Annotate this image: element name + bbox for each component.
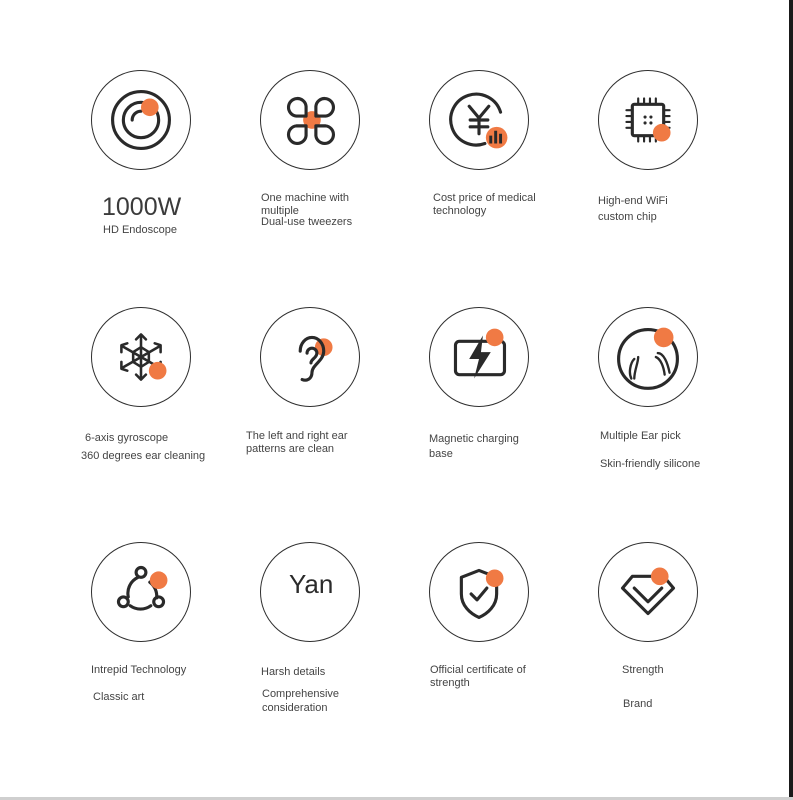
ear-icon [260,307,360,407]
diamond-v-icon [598,542,698,642]
feature-title-charge: Magnetic charging base [429,433,519,460]
feature-subtitle-chip: custom chip [598,211,657,223]
feature-title-cert: Official certificate of strength [430,664,526,689]
right-border [789,0,793,800]
share-nodes-icon [91,542,191,642]
feature-title-cost: Cost price of medical technology [433,192,536,217]
feature-title-tech: Intrepid Technology [91,664,187,676]
camera-lens-icon [91,70,191,170]
feature-subtitle-endoscope: HD Endoscope [103,224,177,236]
feature-title-endoscope: 1000W [102,193,182,221]
feature-title-yan: Harsh details [261,666,326,678]
feature-subtitle-brand: Brand [623,698,653,710]
ear-pick-icon [598,307,698,407]
yen-coin-icon [429,70,529,170]
chip-icon [598,70,698,170]
snowflake-arrows-icon [91,307,191,407]
feature-subtitle-tech: Classic art [93,691,145,703]
feature-title-gyro: 6-axis gyroscope [85,432,169,444]
feature-subtitle-yan: Comprehensive consideration [262,688,340,714]
lightning-battery-icon [429,307,529,407]
feature-subtitle-multi: Dual-use tweezers [261,216,353,228]
feature-title-multi: One machine with multiple [261,192,350,217]
feature-title-ear: The left and right ear patterns are clean [246,430,348,455]
feature-subtitle-gyro: 360 degrees ear cleaning [81,450,206,462]
yan-label: Yan [289,569,334,599]
feature-title-brand: Strength [622,664,664,676]
clover-icon [260,70,360,170]
shield-check-icon [429,542,529,642]
feature-subtitle-pick: Skin-friendly silicone [600,458,701,470]
feature-title-chip: High-end WiFi [598,195,668,207]
feature-title-pick: Multiple Ear pick [600,430,681,442]
yan-text-icon [260,542,360,642]
